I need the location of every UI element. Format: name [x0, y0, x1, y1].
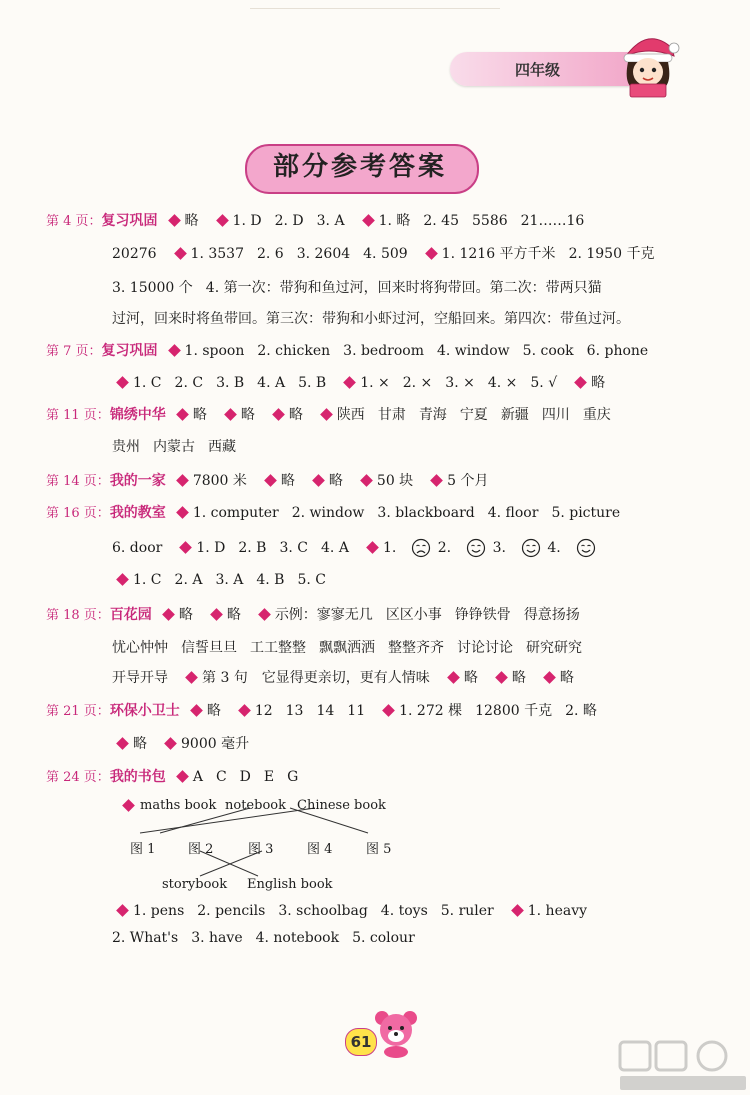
page-ref: 第 4 页： — [46, 214, 102, 229]
answer-line — [46, 404, 615, 424]
answer-diamond — [190, 704, 203, 717]
answer-item: 3. bedroom — [343, 343, 424, 359]
section-title: 环保小卫士 — [109, 703, 180, 719]
answer-item: 1. — [382, 540, 397, 556]
section-title: 复习巩固 — [101, 213, 158, 229]
answer-diamond — [185, 671, 198, 684]
answer-item: 7800 米 — [192, 473, 247, 489]
answer-line — [112, 308, 634, 328]
answer-diamond — [382, 704, 395, 717]
answer-diamond — [366, 541, 379, 554]
answer-diamond — [176, 506, 189, 519]
answer-diamond — [511, 904, 524, 917]
answer-item: 2. pencils — [197, 903, 266, 919]
answer-item: 略 — [280, 473, 295, 489]
answer-item: 3. schoolbag — [278, 903, 368, 919]
answer-item: 1. heavy — [527, 903, 588, 919]
answer-diamond — [162, 608, 175, 621]
answer-diamond — [430, 474, 443, 487]
answer-item: 11 — [347, 703, 366, 719]
answer-diamond — [116, 573, 129, 586]
answer-item: 5. cook — [522, 343, 574, 359]
answer-diamond — [343, 376, 356, 389]
answer-item: 13 — [285, 703, 304, 719]
answer-item: 50 块 — [376, 473, 414, 489]
answer-item: 4. toys — [380, 903, 428, 919]
bear-mascot-icon — [372, 1006, 420, 1058]
answer-item: 1. computer — [192, 505, 279, 521]
answer-item: 西藏 — [208, 439, 236, 455]
answer-line — [46, 604, 584, 624]
answer-item: 1. × — [360, 375, 390, 391]
answer-item: 12800 千克 — [475, 703, 553, 719]
answer-item: 略 — [559, 670, 574, 686]
page-ref: 第 21 页： — [46, 704, 110, 719]
answer-line — [112, 572, 330, 588]
answer-item: 贵州 — [112, 439, 140, 455]
watermark-logo-icon — [616, 1040, 750, 1095]
answer-item: 4. 第一次：带狗和鱼过河，回来时将狗带回。第二次：带两只猫 — [205, 280, 602, 296]
answer-item: 略 — [178, 607, 193, 623]
section-title: 我的书包 — [109, 769, 166, 785]
answer-item: 2. What's — [112, 930, 179, 946]
match-figure-3: 图 3 — [248, 842, 274, 857]
answer-item: 略 — [133, 736, 147, 752]
happy-face-icon — [521, 538, 541, 558]
page-ref: 第 16 页： — [46, 506, 110, 521]
answer-item: 讨论讨论 — [457, 640, 513, 656]
answer-item: 新疆 — [500, 407, 529, 423]
answer-item: 2. C — [174, 375, 204, 391]
answer-item: 1. 1216 平方千米 — [441, 246, 556, 262]
answer-item: 略 — [240, 407, 255, 423]
answer-item: 5. C — [297, 572, 327, 588]
answer-item: 3. A — [316, 213, 345, 229]
answer-line — [46, 470, 493, 490]
answer-item: 3. 15000 个 — [112, 280, 193, 296]
match-top-1: maths book — [140, 798, 217, 813]
answer-diamond — [168, 344, 181, 357]
answer-item: 4. notebook — [255, 930, 340, 946]
answer-item: 6. door — [112, 540, 163, 556]
answer-diamond — [224, 408, 237, 421]
girl-mascot-icon — [612, 26, 684, 98]
answer-item: D — [239, 769, 251, 785]
answer-diamond — [116, 904, 129, 917]
match-top-2: notebook — [225, 798, 286, 813]
answer-item: 5586 — [472, 213, 508, 229]
answer-item: 4. floor — [487, 505, 539, 521]
answer-diamond — [543, 671, 556, 684]
answer-item: 2. 略 — [565, 703, 597, 719]
answer-item: 3. 2604 — [296, 246, 351, 262]
answer-item: 3. blackboard — [377, 505, 475, 521]
answer-item: 甘肃 — [377, 407, 406, 423]
match-top-3: Chinese book — [297, 798, 386, 813]
answer-item: 青海 — [418, 407, 447, 423]
answer-item: 3. have — [191, 930, 243, 946]
answer-diamond — [312, 474, 325, 487]
answer-item: 3. C — [279, 540, 309, 556]
answer-item: 第 3 句 它显得更亲切，更有人情味 — [202, 670, 430, 686]
answer-diamond — [176, 408, 189, 421]
answer-diamond — [238, 704, 251, 717]
answer-diamond — [176, 770, 189, 783]
answer-item: 2. 45 — [423, 213, 459, 229]
answer-line — [112, 277, 606, 297]
answer-item: 1. C — [133, 572, 162, 588]
answer-item: 工工整整 — [250, 640, 306, 656]
page-ref: 第 18 页： — [46, 608, 110, 623]
page-number: 61 — [345, 1028, 377, 1056]
answer-line — [112, 538, 598, 558]
answer-item: 5. colour — [352, 930, 415, 946]
answer-item: 内蒙古 — [153, 439, 195, 455]
answer-line — [112, 243, 658, 263]
answer-item: 过河，回来时将鱼带回。第三次：带狗和小虾过河，空船回来。第四次：带鱼过河。 — [112, 311, 630, 327]
answer-diamond — [164, 737, 177, 750]
answer-line — [46, 340, 652, 360]
answer-line — [112, 930, 419, 946]
answer-item: 得意扬扬 — [523, 607, 580, 623]
answer-item: 陕西 — [336, 407, 365, 423]
sad-face-icon — [411, 538, 431, 558]
page-ref: 第 14 页： — [46, 474, 110, 489]
answer-item: 略 — [591, 375, 606, 391]
answer-item: 略 — [328, 473, 343, 489]
match-figure-2: 图 2 — [188, 842, 214, 857]
answer-item: G — [287, 769, 299, 785]
answer-line — [112, 733, 253, 753]
answer-item: 宁夏 — [459, 407, 488, 423]
section-title: 锦绣中华 — [109, 407, 166, 423]
answer-line — [112, 436, 240, 456]
answer-item: 铮铮铁骨 — [454, 607, 511, 623]
answer-item: 3. A — [215, 572, 244, 588]
answer-item: 4. window — [437, 343, 510, 359]
answer-item: 2. B — [238, 540, 267, 556]
answer-diamond — [216, 214, 229, 227]
answer-item: C — [215, 769, 227, 785]
answer-item: 14 — [316, 703, 335, 719]
answer-item: 信誓旦旦 — [181, 640, 237, 656]
answer-item: 四川 — [541, 407, 570, 423]
answer-item: 12 — [254, 703, 273, 719]
answer-diamond — [264, 474, 277, 487]
answer-item: 6. phone — [586, 343, 649, 359]
answer-item: 4. × — [487, 375, 518, 391]
answer-item: 区区小事 — [385, 607, 442, 623]
answer-diamond — [116, 376, 129, 389]
answer-item: 略 — [463, 670, 478, 686]
page-ref: 第 7 页： — [46, 344, 102, 359]
answer-item: 2. A — [174, 572, 203, 588]
answer-diamond — [272, 408, 285, 421]
answer-item: 2. × — [402, 375, 433, 391]
header-rule — [250, 8, 500, 13]
section-title: 我的教室 — [109, 505, 166, 521]
page-title: 部分参考答案 — [272, 152, 447, 182]
answer-item: 1. C — [133, 375, 162, 391]
answer-item: 研究研究 — [526, 640, 582, 656]
answer-item: 2. D — [274, 213, 304, 229]
answer-diamond — [574, 376, 587, 389]
match-figure-4: 图 4 — [307, 842, 333, 857]
answer-diamond — [425, 247, 438, 260]
match-figure-1: 图 1 — [130, 842, 156, 857]
answer-item: 1. 略 — [378, 213, 411, 229]
section-title: 我的一家 — [109, 473, 166, 489]
answer-diamond — [258, 608, 271, 621]
answer-item: 略 — [226, 607, 241, 623]
happy-face-icon — [466, 538, 486, 558]
answer-item: 略 — [511, 670, 526, 686]
match-bottom-1: storybook — [162, 877, 228, 892]
answer-item: 4. B — [256, 572, 285, 588]
answer-item: 整整齐齐 — [388, 640, 444, 656]
match-bottom-2: English book — [247, 877, 333, 892]
answer-diamond — [320, 408, 333, 421]
answer-item: 5. picture — [551, 505, 621, 521]
answer-item: 1. D — [232, 213, 262, 229]
answer-item: 飘飘洒洒 — [319, 640, 375, 656]
answer-item: E — [263, 769, 275, 785]
match-figure-5: 图 5 — [366, 842, 392, 857]
answer-diamond — [168, 214, 181, 227]
answer-item: 1. pens — [133, 903, 185, 919]
section-title: 复习巩固 — [101, 343, 158, 359]
answer-diamond — [447, 671, 460, 684]
answer-line — [46, 502, 624, 522]
answer-item: 2. 1950 千克 — [568, 246, 655, 262]
answer-item: 1. D — [196, 540, 226, 556]
answer-item: 略 — [288, 407, 303, 423]
answer-item: A — [192, 769, 203, 785]
answer-item: 略 — [192, 407, 207, 423]
answer-item: 2. 6 — [256, 246, 284, 262]
answer-item: 1. 3537 — [190, 246, 244, 262]
answer-item: 3. B — [216, 375, 245, 391]
happy-face-icon — [576, 538, 596, 558]
answer-item: 忧心忡忡 — [112, 640, 168, 656]
answer-item: 5. B — [298, 375, 327, 391]
answer-item: 5. √ — [530, 375, 558, 391]
answer-item: 4. A — [321, 540, 349, 556]
answer-diamond — [210, 608, 223, 621]
answer-item: 2. chicken — [257, 343, 331, 359]
answer-item: 4. 509 — [363, 246, 408, 262]
answer-diamond — [174, 247, 187, 260]
answer-item: 21……16 — [520, 213, 585, 229]
answer-line — [112, 667, 578, 687]
answer-item: 3. — [492, 540, 506, 556]
answer-diamond — [116, 737, 129, 750]
answer-diamond — [495, 671, 508, 684]
answer-item: 4. A — [257, 375, 286, 391]
match-diamond — [118, 798, 139, 813]
answer-item: 2. window — [291, 505, 365, 521]
answer-item: 2. — [437, 540, 452, 556]
answer-line — [46, 766, 302, 786]
answer-line — [46, 700, 601, 720]
answer-item: 1. spoon — [184, 343, 245, 359]
answer-item: 1. 272 棵 — [399, 703, 463, 719]
page-ref: 第 24 页： — [46, 770, 110, 785]
section-title: 百花园 — [109, 607, 152, 623]
answer-item: 略 — [184, 213, 199, 229]
answer-item: 3. × — [445, 375, 475, 391]
answer-item: 开导开导 — [112, 670, 168, 686]
answer-diamond — [360, 474, 373, 487]
answer-item: 9000 毫升 — [181, 736, 250, 752]
answer-item: 5 个月 — [447, 473, 489, 489]
answer-line — [112, 903, 591, 919]
answer-line — [46, 210, 588, 230]
answer-line — [112, 637, 586, 657]
answer-item: 20276 — [112, 246, 157, 262]
grade-label: 四年级 — [515, 61, 561, 79]
page-ref: 第 11 页： — [46, 408, 110, 423]
answer-diamond — [176, 474, 189, 487]
answer-diamond — [179, 541, 192, 554]
answer-line — [112, 372, 609, 392]
answer-item: 略 — [206, 703, 221, 719]
answer-diamond — [362, 214, 375, 227]
answer-item: 重庆 — [582, 407, 611, 423]
answer-item: 4. — [547, 540, 561, 556]
answer-item: 5. ruler — [440, 903, 494, 919]
answer-item: 示例：寥寥无几 — [274, 607, 373, 623]
